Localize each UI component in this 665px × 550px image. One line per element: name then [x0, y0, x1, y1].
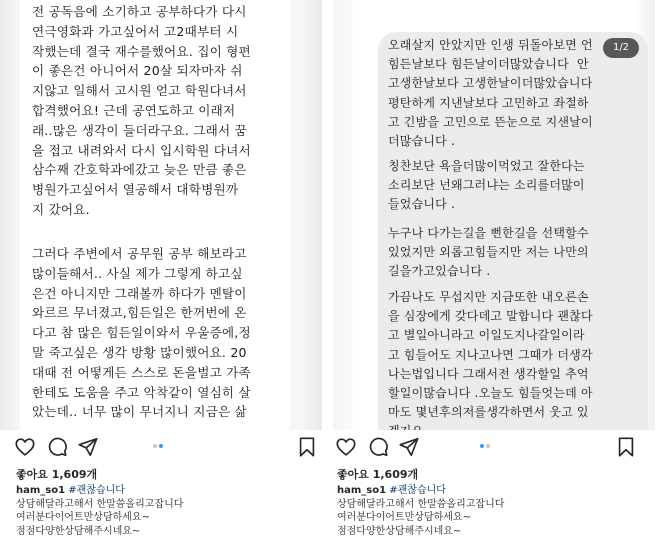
carousel-counter: 1/2: [603, 38, 639, 58]
message-paragraph: 전 공독음에 소기하고 공부하다가 다시 연극영화과 가고싶어서 고2때부터 시 작했는데 결국 재수를했어요. 집이 형편 이 좋은건 아니어서 20살 되자마자 쉬 지않고 일해서 고시원 얻고 학원다녀서 합격했어요! 근데 공연도하고 이래저 래..많은 생각이 들더라구요. 그래서 꿈 을 접고 내려와서 다시 입시학원 다녀서 삼수째 간호학과에갔고 늦은 만큼 좋은 병원가고싶어서 열공해서 대학병원까 지 갔어요.: [32, 4, 251, 217]
post-image[interactable]: [0, 0, 322, 430]
carousel-dot-active: [159, 444, 163, 448]
action-bar: [333, 430, 655, 462]
message-paragraph: 오래살지 안았지만 인생 뒤돌아보면 언 힘든날보다 힘든날이더많았습니다 안 고생한날보다 고생한날이더많았습니다 평탄하게 지낸날보다 고민하고 좌절하 고 긴밤을 고민으로 뜬눈으로 지샌날이 더많습니다 .: [388, 38, 593, 149]
caption: [16, 484, 183, 538]
hashtag[interactable]: #괜찮습니다: [68, 485, 125, 496]
message-paragraph: 가끔나도 무섭지만 지금또한 내오른손 을 심장에게 갖다데고 말합니다 괜찮다 고 별일아니라고 이일도지나갈일이라 고 힘들어도 지나고나면 그때가 더생각 나는법입니다 그래서전 생각할일 추억 할일이많습니다 .오늘도 힘들엇는데 아 마도 몇년후의저를생각하면서 웃고 있: [388, 290, 593, 420]
carousel-dot: [486, 444, 490, 448]
hashtag[interactable]: #괜찮습니다: [389, 485, 446, 496]
heart-icon[interactable]: [14, 436, 36, 458]
left-post: [0, 0, 322, 550]
caption-line: 점점다양한상담해주시네요~: [337, 525, 462, 537]
comment-icon[interactable]: [46, 436, 68, 458]
username[interactable]: ham_so1: [16, 485, 66, 496]
caption-line: 여러분다이어트만상담하세요~: [16, 512, 150, 523]
share-icon[interactable]: [77, 436, 99, 458]
share-icon[interactable]: [398, 436, 420, 458]
carousel-dot-active: [480, 444, 484, 448]
message-paragraph: 누구나 다가는길을 뻔한길을 선택할수 있었지만 외롭고힘들지만 저는 나만의 길을가고있습니다 .: [388, 226, 589, 279]
post-image[interactable]: [333, 0, 655, 430]
bookmark-icon[interactable]: [615, 436, 637, 458]
carousel-indicator: [479, 444, 491, 450]
carousel-dot: [153, 444, 157, 448]
like-count[interactable]: 좋아요 1,609개: [337, 468, 419, 481]
carousel-indicator: [152, 444, 164, 450]
message-paragraph: 그러다 주변에서 공무원 공부 해보라고 많이들해서.. 사실 제가 그렇게 하고싶 은건 아니지만 그래볼까 하다가 멘탈이 와르르 무너졌고,힘든일은 한꺼번에 온 다고 참 많은 힘든일이와서 우울증에,정 말 죽고싶은 생각 방황 많이했어요. 20 대때 전 어떻게든 스스로 돈을벌고 가족 한테도 도움을 주고 악착같이 열심히 살 았는데.. 너무 많이 무너지니 지금은 삶: [32, 246, 251, 420]
caption-line: 여러분다이어트만상담하세요~: [337, 512, 471, 523]
caption-line: 상담해달라고해서 한말씀올리고잡니다: [337, 498, 505, 510]
comment-icon[interactable]: [367, 436, 389, 458]
bookmark-icon[interactable]: [296, 436, 318, 458]
message-paragraph: 칭찬보단 욕을더많이먹었고 잘한다는 소리보단 넌왜그러냐는 소리를더많이 들었습니다 .: [388, 159, 585, 212]
caption-line: 상담해달라고해서 한말씀올리고잡니다: [16, 498, 184, 510]
like-count[interactable]: 좋아요 1,609개: [16, 468, 98, 481]
heart-icon[interactable]: [335, 436, 357, 458]
caption: [337, 484, 504, 538]
caption-line: 점점다양한상담해주시네요~: [16, 525, 141, 537]
right-post: [333, 0, 655, 550]
username[interactable]: ham_so1: [337, 485, 387, 496]
action-bar: [0, 430, 322, 462]
